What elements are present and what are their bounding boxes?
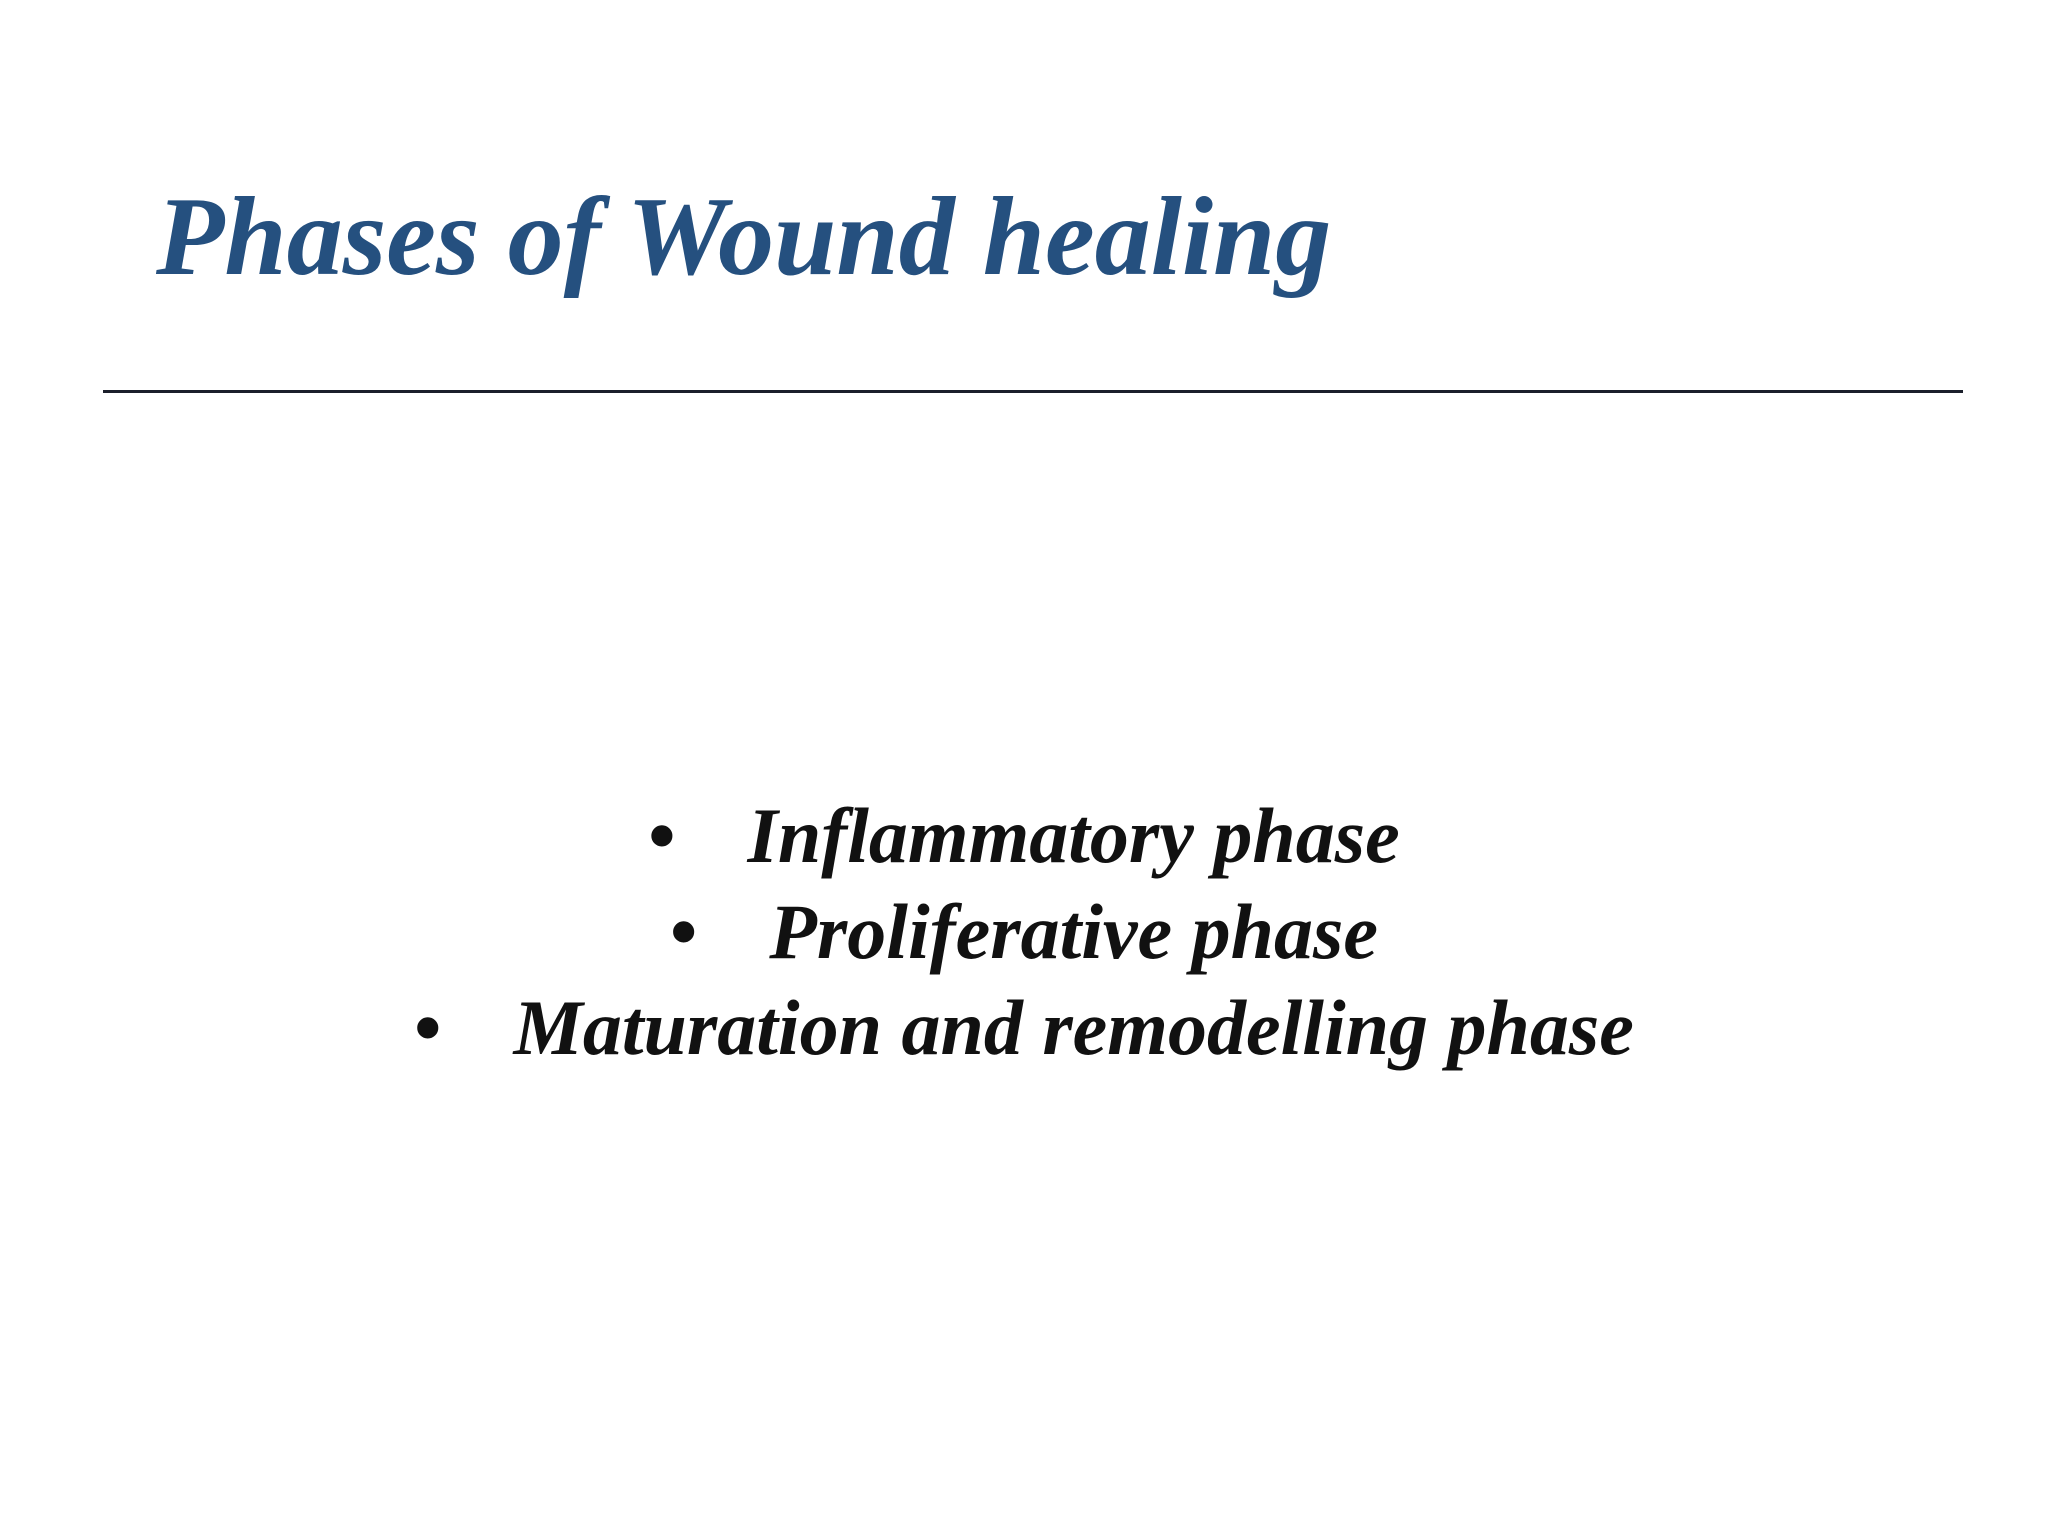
bullet-icon: • xyxy=(414,984,442,1071)
bullet-item-inflammatory xyxy=(0,788,2048,884)
bullet-text: Proliferative phase xyxy=(769,888,1379,975)
bullet-item-maturation xyxy=(0,980,2048,1076)
bullet-icon: • xyxy=(669,888,698,975)
bullet-list xyxy=(0,788,2048,1076)
bullet-text: Maturation and remodelling phase xyxy=(513,984,1634,1071)
title-divider xyxy=(103,390,1963,393)
slide-title: Phases of Wound healing xyxy=(156,175,1332,299)
bullet-icon: • xyxy=(648,792,676,879)
bullet-item-proliferative xyxy=(0,884,2048,980)
bullet-text: Inflammatory phase xyxy=(747,792,1400,879)
